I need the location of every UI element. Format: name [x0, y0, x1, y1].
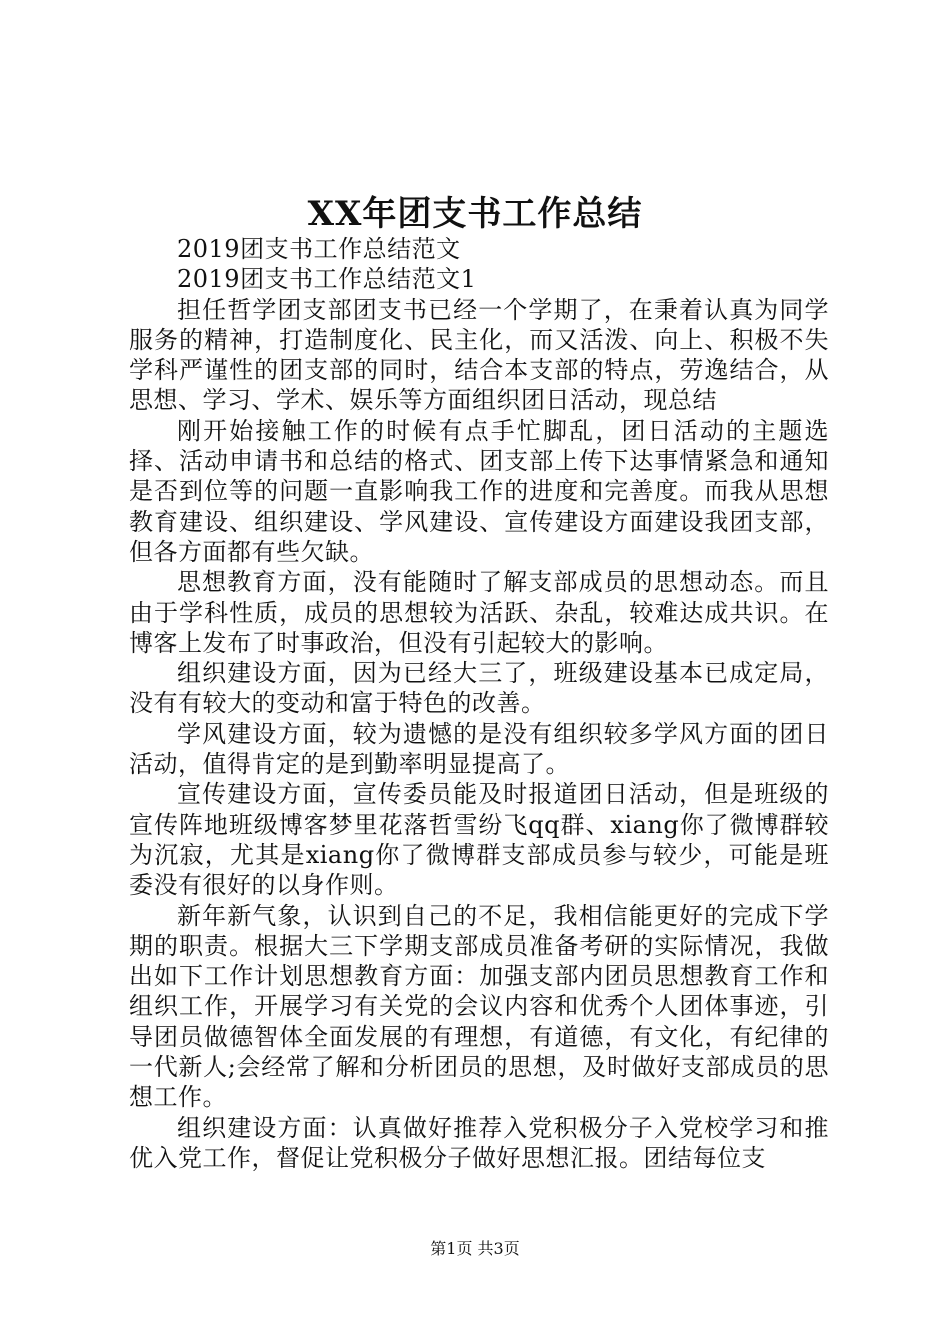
document-title: XX年团支书工作总结: [307, 194, 643, 234]
paragraph: 组织建设方面：认真做好推荐入党积极分子入党校学习和推优入党工作，督促让党积极分子做好思想汇报。团结每位支: [129, 1113, 829, 1172]
document-body: [129, 234, 829, 1173]
paragraph: 担任哲学团支部团支书已经一个学期了，在秉着认真为同学服务的精神，打造制度化、民主化，而又活泼、向上、积极不失学科严谨性的团支部的同时，结合本支部的特点，劳逸结合，从思想、学习、学术、娱乐等方面组织团日活动，现总结: [129, 295, 829, 415]
paragraph: 2019团支书工作总结范文1: [177, 265, 477, 294]
paragraph: 宣传建设方面，宣传委员能及时报道团日活动，但是班级的宣传阵地班级博客梦里花落哲雪纷飞qq群、xiang你了微博群较为沉寂，尤其是xiang你了微博群支部成员参与较少，可能是班委没有很好的以身作则。: [129, 780, 829, 900]
paragraph: 思想教育方面，没有能随时了解支部成员的思想动态。而且由于学科性质，成员的思想较为活跃、杂乱，较难达成共识。在博客上发布了时事政治，但没有引起较大的影响。: [129, 568, 829, 657]
paragraph: 组织建设方面，因为已经大三了，班级建设基本已成定局，没有有较大的变动和富于特色的改善。: [129, 659, 829, 718]
paragraph: 2019团支书工作总结范文: [177, 235, 461, 263]
paragraph: 刚开始接触工作的时候有点手忙脚乱，团日活动的主题选择、活动申请书和总结的格式、团支部上传下达事情紧急和通知是否到位等的问题一直影响我工作的进度和完善度。而我从思想教育建设、组织建设、学风建设、宣传建设方面建设我团支部，但各方面都有些欠缺。: [129, 416, 829, 566]
page-footer: 第1页 共3页: [430, 1239, 520, 1258]
paragraph: 学风建设方面，较为遗憾的是没有组织较多学风方面的团日活动，值得肯定的是到勤率明显提高了。: [129, 719, 829, 779]
paragraph: 新年新气象，认识到自己的不足，我相信能更好的完成下学期的职责。根据大三下学期支部成员准备考研的实际情况，我做出如下工作计划思想教育方面：加强支部内团员思想教育工作和组织工作，开展学习有关党的会议内容和优秀个人团体事迹，引导团员做德智体全面发展的有理想，有道德，有文化，有纪律的一代新人;会经常了解和分析团员的思想，及时做好支部成员的思想工作。: [129, 901, 829, 1112]
